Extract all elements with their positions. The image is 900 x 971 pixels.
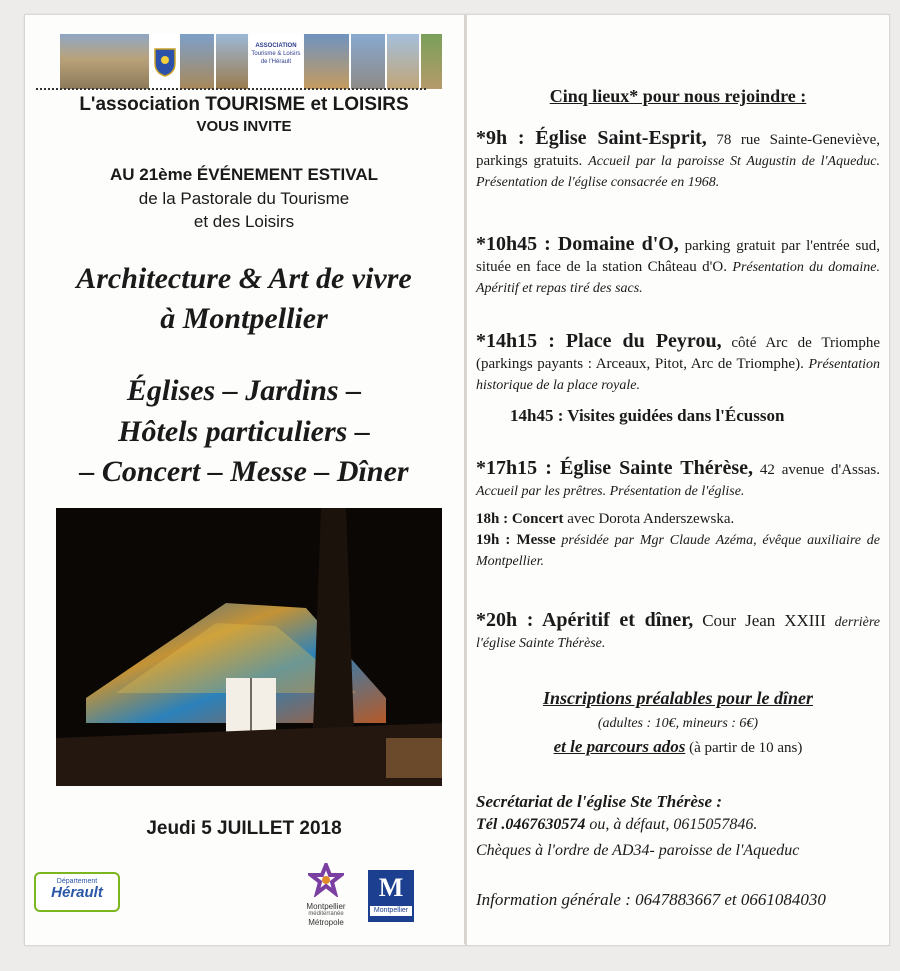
association-logo: [250, 34, 303, 89]
stop-1-title: *9h : Église Saint-Esprit,: [476, 127, 707, 149]
messe-time: 19h :: [476, 532, 511, 548]
photo-banner: [60, 34, 442, 89]
church-interior-photo: [56, 508, 442, 786]
messe-word: Messe: [516, 532, 556, 548]
phone-line: [476, 814, 880, 835]
herault-logo: [34, 872, 120, 912]
parcours-text: et le parcours ados: [553, 737, 686, 756]
title-line1: Architecture & Art de vivre: [76, 262, 412, 295]
parcours-line: [476, 736, 880, 759]
stop-4-details: 42 avenue d'Assas.: [753, 462, 880, 478]
invite-line: VOUS INVITE: [196, 118, 292, 135]
stop-1-details: 78 rue Sainte-Geneviève, parkings gratuits.: [476, 132, 880, 169]
montpellier-logo: [368, 870, 414, 922]
arc-image: [387, 34, 419, 89]
themes-line1: Églises – Jardins –: [126, 374, 362, 407]
inscriptions-line: [476, 688, 880, 709]
tel-label: Tél .0467630574: [476, 816, 586, 833]
program-heading-text: Cinq lieux* pour nous rejoindre :: [549, 86, 807, 106]
stop-2-note: Présentation du domaine. Apéritif et repas tiré des sacs.: [476, 260, 880, 296]
stop-4-note: Accueil par les prêtres. Présentation de l'église.: [476, 484, 745, 499]
cheques-line: Chèques à l'ordre de AD34- paroisse de l'Aqueduc: [476, 842, 800, 859]
stop-1-note: Accueil par la paroisse St Augustin de l'Aqueduc. Présentation de l'église consacrée en 1968.: [476, 154, 880, 190]
themes-line3: – Concert – Messe – Dîner: [79, 455, 409, 488]
stop-4-title: *17h15 : Église Sainte Thérèse,: [476, 457, 754, 479]
inscriptions-text: Inscriptions préalables pour le dîner: [542, 688, 814, 708]
event-line: AU 21ème ÉVÉNEMENT ESTIVAL: [110, 165, 378, 184]
event-date: Jeudi 5 JUILLET 2018: [146, 818, 342, 839]
concert-word: Concert: [511, 511, 564, 527]
assoc-line2: Tourisme & Loisirs: [251, 51, 301, 57]
tel-rest: ou, à défaut, 0615057846.: [585, 816, 758, 833]
city-aerial-image: [60, 34, 149, 89]
metropole-line3: Métropole: [308, 918, 344, 927]
concert-rest: avec Dorota Anderszewska.: [563, 511, 735, 527]
association-line: L'association TOURISME et LOISIRS: [79, 94, 409, 115]
herault-small-label: Département: [56, 878, 98, 885]
stop-4: [476, 458, 880, 502]
stop-5-note: derrière l'église Sainte Thérèse.: [476, 615, 880, 651]
metropole-line2: méditerranée: [308, 911, 344, 917]
program-column: [466, 0, 888, 971]
assoc-line1: ASSOCIATION: [255, 43, 297, 49]
concert-line: [476, 509, 880, 530]
stop-2-title: *10h45 : Domaine d'O,: [476, 233, 679, 255]
building-image: [351, 34, 385, 89]
assoc-line3: de l'Hérault: [260, 59, 292, 65]
dotted-divider: [36, 88, 426, 90]
info-line: Information générale : 0647883667 et 0661084030: [476, 890, 826, 909]
fountain-image: [304, 34, 349, 89]
messe-rest: présidée par Mgr Claude Azéma, évêque auxiliaire de Montpellier.: [476, 533, 881, 569]
stop-3: [476, 331, 880, 396]
pastorale-line: de la Pastorale du Tourisme: [138, 189, 350, 208]
themes-line2: Hôtels particuliers –: [118, 415, 370, 448]
stop-2-details: parking gratuit par l'entrée sud, située en face de la station Château d'O.: [476, 238, 880, 275]
prices-line: (adultes : 10€, mineurs : 6€): [597, 716, 759, 731]
stop-3-details: côté Arc de Triomphe (parkings payants : Arceaux, Pitot, Arc de Triomphe).: [476, 335, 880, 372]
tower-image: [216, 34, 248, 89]
montpellier-letter: M: [378, 873, 404, 902]
coat-of-arms-icon: [151, 34, 177, 89]
stop-3-title: *14h15 : Place du Peyrou,: [476, 330, 722, 352]
program-heading: [476, 86, 880, 107]
parcours-age: (à partir de 10 ans): [685, 740, 803, 756]
montpellier-label: Montpellier: [370, 906, 412, 916]
stop-5-details: Cour Jean XXIII: [693, 611, 835, 630]
garden-image: [421, 34, 442, 89]
messe-line: [476, 530, 880, 572]
stop-3-note: Présentation historique de la place royale.: [476, 357, 880, 393]
stop-3-extra: 14h45 : Visites guidées dans l'Écusson: [510, 406, 785, 425]
loisirs-line: et des Loisirs: [193, 212, 295, 231]
herault-label: Hérault: [51, 884, 103, 901]
stop-2: [476, 234, 880, 299]
stop-5: [476, 610, 880, 654]
metropole-line1: Montpellier: [306, 902, 346, 911]
concert-time: 18h :: [476, 511, 509, 527]
stop-1: [476, 128, 880, 193]
cathedral-image: [180, 34, 214, 89]
metropole-logo: [290, 863, 362, 927]
stop-5-title: *20h : Apéritif et dîner,: [476, 609, 694, 631]
star-icon: [308, 863, 344, 897]
title-line2: à Montpellier: [160, 302, 328, 335]
secretariat-title: Secrétariat de l'église Ste Thérèse :: [476, 792, 722, 811]
